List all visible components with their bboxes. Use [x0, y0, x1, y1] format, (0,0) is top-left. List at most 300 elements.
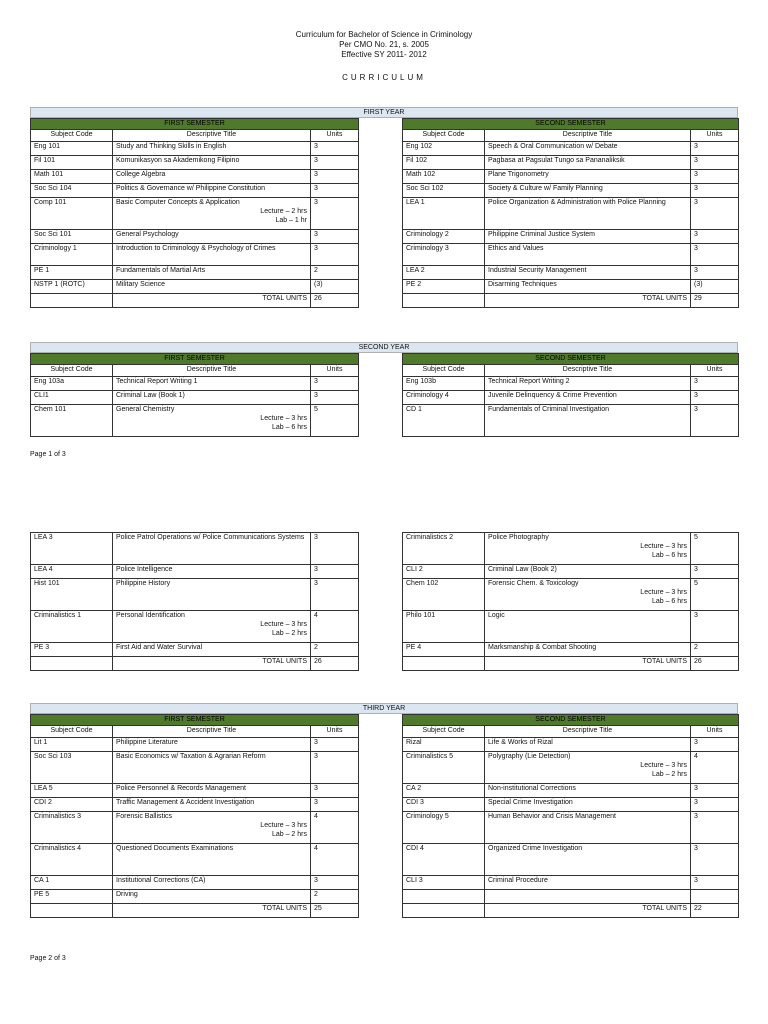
third-year-second-semester-table — [402, 714, 739, 918]
descriptive-title — [485, 844, 691, 876]
total-units: 26 — [311, 657, 359, 671]
descriptive-title — [485, 170, 691, 184]
title-text: Study and Thinking Skills in English — [116, 143, 227, 150]
descriptive-title — [113, 643, 311, 657]
units-value: 3 — [691, 156, 739, 170]
descriptive-title — [485, 405, 691, 437]
title-text: Philippine History — [116, 580, 171, 587]
descriptive-title — [113, 142, 311, 156]
units-value: 3 — [691, 876, 739, 890]
table-row — [31, 156, 359, 170]
column-header-title: Descriptive Title — [113, 726, 311, 738]
title-text: Politics & Governance w/ Philippine Constitution — [116, 185, 266, 192]
total-units: 26 — [311, 294, 359, 308]
subject-code: Fil 101 — [31, 156, 113, 170]
units-value: (3) — [691, 280, 739, 294]
units-value: 3 — [311, 377, 359, 391]
total-spacer — [31, 904, 113, 918]
semester-header-row — [31, 354, 359, 365]
column-header-title: Descriptive Title — [485, 130, 691, 142]
subject-code: NSTP 1 (ROTC) — [31, 280, 113, 294]
subject-code: LEA 1 — [403, 198, 485, 230]
title-text: Basic Computer Concepts & Application — [116, 199, 240, 206]
second-year-first-semester-table-page1 — [30, 353, 359, 437]
units-value: 5 — [691, 533, 739, 565]
year-bar-first: FIRST YEAR — [30, 107, 738, 118]
descriptive-title — [113, 890, 311, 904]
table-row — [31, 280, 359, 294]
semester-header-row — [31, 119, 359, 130]
subject-code: Fil 102 — [403, 156, 485, 170]
units-value: 3 — [311, 876, 359, 890]
units-value: 3 — [311, 391, 359, 405]
title-text: Military Science — [116, 281, 166, 288]
subject-code: CA 2 — [403, 784, 485, 798]
column-header-title: Descriptive Title — [485, 365, 691, 377]
subject-code: PE 3 — [31, 643, 113, 657]
subject-code: LEA 2 — [403, 266, 485, 280]
title-text: Pagbasa at Pagsulat Tungo sa Pananaliksik — [488, 157, 625, 164]
units-value: 3 — [691, 812, 739, 844]
descriptive-title — [113, 533, 311, 565]
descriptive-title — [485, 230, 691, 244]
descriptive-title — [485, 391, 691, 405]
semester-header-row — [403, 715, 739, 726]
descriptive-title — [113, 405, 311, 437]
column-header-units: Units — [691, 726, 739, 738]
title-text: Juvenile Delinquency & Crime Prevention — [488, 392, 617, 399]
title-text: Police Photography — [488, 534, 549, 541]
hours-note: Lecture – 3 hrs — [640, 589, 687, 596]
hours-note: Lab – 6 hrs — [271, 424, 307, 431]
units-value: 3 — [691, 230, 739, 244]
total-spacer — [403, 904, 485, 918]
descriptive-title — [485, 890, 691, 904]
subject-code: Eng 101 — [31, 142, 113, 156]
column-header-row — [403, 130, 739, 142]
units-value: 3 — [311, 565, 359, 579]
subject-code: PE 1 — [31, 266, 113, 280]
units-value: 3 — [311, 156, 359, 170]
units-value: 3 — [311, 533, 359, 565]
units-value — [691, 890, 739, 904]
subject-code: Criminalistics 4 — [31, 844, 113, 876]
table-row — [403, 198, 739, 230]
table-row — [31, 142, 359, 156]
descriptive-title — [113, 579, 311, 611]
title-text: Criminal Law (Book 1) — [116, 392, 185, 399]
units-value: 2 — [311, 266, 359, 280]
column-header-row — [403, 365, 739, 377]
title-text: Forensic Chem. & Toxicology — [488, 580, 579, 587]
subject-code: Criminalistics 1 — [31, 611, 113, 643]
units-value: 3 — [311, 184, 359, 198]
subject-code: Philo 101 — [403, 611, 485, 643]
table-row — [31, 244, 359, 266]
subject-code: LEA 5 — [31, 784, 113, 798]
title-text: Marksmanship & Combat Shooting — [488, 644, 597, 651]
descriptive-title — [485, 738, 691, 752]
title-text: Institutional Corrections (CA) — [116, 877, 206, 884]
units-value: 3 — [311, 784, 359, 798]
table-row — [31, 184, 359, 198]
table-row — [403, 611, 739, 643]
units-value: 4 — [691, 752, 739, 784]
hours-note: Lecture – 3 hrs — [640, 762, 687, 769]
title-text: Society & Culture w/ Family Planning — [488, 185, 603, 192]
second-year-first-semester-table-page2 — [30, 532, 359, 671]
column-header-code: Subject Code — [31, 365, 113, 377]
total-row — [403, 657, 739, 671]
title-text: Police Organization & Administration with Police Planning — [488, 199, 666, 206]
total-units: 25 — [311, 904, 359, 918]
header-line-2: Per CMO No. 21, s. 2005 — [339, 40, 429, 49]
descriptive-title — [113, 752, 311, 784]
table-row — [403, 405, 739, 437]
title-text: Speech & Oral Communication w/ Debate — [488, 143, 618, 150]
column-header-units: Units — [311, 365, 359, 377]
title-text: Disarming Techniques — [488, 281, 557, 288]
units-value: 3 — [311, 752, 359, 784]
units-value: 3 — [311, 244, 359, 266]
title-text: Traffic Management & Accident Investigation — [116, 799, 255, 806]
total-label: TOTAL UNITS — [485, 657, 691, 671]
total-label: TOTAL UNITS — [485, 294, 691, 308]
descriptive-title — [113, 244, 311, 266]
title-text: Fundamentals of Criminal Investigation — [488, 406, 610, 413]
units-value: 3 — [311, 230, 359, 244]
subject-code: Criminology 3 — [403, 244, 485, 266]
title-text: Organized Crime Investigation — [488, 845, 583, 852]
descriptive-title — [485, 784, 691, 798]
column-header-code: Subject Code — [31, 130, 113, 142]
table-row — [403, 784, 739, 798]
year-bar-third: THIRD YEAR — [30, 703, 738, 714]
subject-code: PE 4 — [403, 643, 485, 657]
subject-code: Math 101 — [31, 170, 113, 184]
table-row — [31, 738, 359, 752]
title-text: Driving — [116, 891, 138, 898]
title-text: General Chemistry — [116, 406, 175, 413]
column-header-units: Units — [691, 130, 739, 142]
hours-note: Lecture – 3 hrs — [260, 822, 307, 829]
year-bar-second: SECOND YEAR — [30, 342, 738, 353]
total-label: TOTAL UNITS — [113, 294, 311, 308]
descriptive-title — [113, 198, 311, 230]
title-text: Non-institutional Corrections — [488, 785, 576, 792]
subject-code: CLI 3 — [403, 876, 485, 890]
subject-code: Chem 101 — [31, 405, 113, 437]
table-row — [403, 876, 739, 890]
descriptive-title — [113, 280, 311, 294]
table-row — [403, 738, 739, 752]
title-text: Forensic Ballistics — [116, 813, 173, 820]
hours-note: Lecture – 3 hrs — [260, 621, 307, 628]
descriptive-title — [485, 752, 691, 784]
units-value: 5 — [311, 405, 359, 437]
total-row — [31, 657, 359, 671]
total-label: TOTAL UNITS — [485, 904, 691, 918]
page-label-1: Page 1 of 3 — [30, 451, 66, 458]
table-row — [403, 391, 739, 405]
table-row — [31, 752, 359, 784]
column-header-row — [31, 365, 359, 377]
units-value: 3 — [691, 565, 739, 579]
units-value: 2 — [311, 643, 359, 657]
column-header-code: Subject Code — [31, 726, 113, 738]
units-value: 3 — [311, 198, 359, 230]
title-text: Philippine Literature — [116, 739, 178, 746]
hours-note: Lab – 6 hrs — [651, 598, 687, 605]
subject-code: LEA 3 — [31, 533, 113, 565]
semester-header-row — [403, 354, 739, 365]
second-year-second-semester-table-page2 — [402, 532, 739, 671]
table-row — [31, 784, 359, 798]
title-text: Philippine Criminal Justice System — [488, 231, 595, 238]
subject-code: Soc Sci 102 — [403, 184, 485, 198]
hours-note: Lab – 2 hrs — [271, 831, 307, 838]
title-text: Personal Identification — [116, 612, 185, 619]
descriptive-title — [485, 184, 691, 198]
column-header-row — [31, 130, 359, 142]
title-text: Criminal Procedure — [488, 877, 548, 884]
total-row — [403, 904, 739, 918]
table-row — [403, 565, 739, 579]
descriptive-title — [485, 198, 691, 230]
subject-code: Soc Sci 101 — [31, 230, 113, 244]
hours-note: Lecture – 3 hrs — [260, 415, 307, 422]
title-text: College Algebra — [116, 171, 166, 178]
column-header-units: Units — [311, 130, 359, 142]
total-units: 22 — [691, 904, 739, 918]
title-text: Technical Report Writing 2 — [488, 378, 570, 385]
table-row — [403, 798, 739, 812]
column-header-units: Units — [311, 726, 359, 738]
subject-code: Criminology 5 — [403, 812, 485, 844]
table-row — [31, 812, 359, 844]
first-year-first-semester-table — [30, 118, 359, 308]
subject-code: CDI 4 — [403, 844, 485, 876]
header-line-1: Curriculum for Bachelor of Science in Criminology — [295, 30, 473, 39]
table-row — [31, 533, 359, 565]
units-value: 5 — [691, 579, 739, 611]
title-text: Logic — [488, 612, 505, 619]
table-row — [403, 266, 739, 280]
descriptive-title — [485, 244, 691, 266]
title-text: Police Intelligence — [116, 566, 173, 573]
total-spacer — [403, 294, 485, 308]
descriptive-title — [113, 611, 311, 643]
units-value: 2 — [311, 890, 359, 904]
subject-code: Criminalistics 2 — [403, 533, 485, 565]
title-text: Technical Report Writing 1 — [116, 378, 198, 385]
second-year-second-semester-table-page1 — [402, 353, 739, 437]
title-text: Human Behavior and Crisis Management — [488, 813, 617, 820]
hours-note: Lab – 2 hrs — [271, 630, 307, 637]
subject-code: Chem 102 — [403, 579, 485, 611]
descriptive-title — [485, 812, 691, 844]
units-value: 3 — [691, 244, 739, 266]
descriptive-title — [485, 142, 691, 156]
hours-note: Lecture – 2 hrs — [260, 208, 307, 215]
total-label: TOTAL UNITS — [113, 904, 311, 918]
units-value: 3 — [691, 377, 739, 391]
descriptive-title — [485, 876, 691, 890]
descriptive-title — [113, 565, 311, 579]
hours-note: Lab – 6 hrs — [651, 552, 687, 559]
units-value: 3 — [691, 844, 739, 876]
descriptive-title — [113, 377, 311, 391]
column-header-row — [403, 726, 739, 738]
title-text: Ethics and Values — [488, 245, 544, 252]
descriptive-title — [113, 184, 311, 198]
descriptive-title — [485, 533, 691, 565]
units-value: 3 — [691, 391, 739, 405]
semester-header-row — [403, 119, 739, 130]
subject-code: Lit 1 — [31, 738, 113, 752]
title-text: Fundamentals of Martial Arts — [116, 267, 206, 274]
column-header-code: Subject Code — [403, 365, 485, 377]
units-value: 4 — [311, 844, 359, 876]
column-header-code: Subject Code — [403, 130, 485, 142]
table-row — [403, 280, 739, 294]
total-row — [31, 904, 359, 918]
descriptive-title — [485, 579, 691, 611]
descriptive-title — [113, 798, 311, 812]
first-year-second-semester-table — [402, 118, 739, 308]
table-row — [31, 230, 359, 244]
table-row — [31, 890, 359, 904]
units-value: 2 — [691, 643, 739, 657]
total-row — [31, 294, 359, 308]
subject-code: Eng 103b — [403, 377, 485, 391]
column-header-title: Descriptive Title — [113, 365, 311, 377]
total-units: 29 — [691, 294, 739, 308]
descriptive-title — [113, 738, 311, 752]
table-row — [403, 230, 739, 244]
units-value: (3) — [311, 280, 359, 294]
title-text: Industrial Security Management — [488, 267, 587, 274]
table-row — [403, 156, 739, 170]
table-row — [31, 170, 359, 184]
title-text: Komunikasyon sa Akademikong Filipino — [116, 157, 240, 164]
subject-code: CLI1 — [31, 391, 113, 405]
descriptive-title — [485, 266, 691, 280]
units-value: 3 — [691, 142, 739, 156]
total-spacer — [31, 657, 113, 671]
subject-code: Comp 101 — [31, 198, 113, 230]
descriptive-title — [485, 280, 691, 294]
total-spacer — [31, 294, 113, 308]
descriptive-title — [113, 266, 311, 280]
title-text: Plane Trigonometry — [488, 171, 549, 178]
units-value: 4 — [311, 611, 359, 643]
subject-code: Soc Sci 104 — [31, 184, 113, 198]
descriptive-title — [113, 391, 311, 405]
semester-title: SECOND SEMESTER — [403, 715, 739, 726]
descriptive-title — [113, 876, 311, 890]
semester-title: SECOND SEMESTER — [403, 354, 739, 365]
subject-code: CDI 3 — [403, 798, 485, 812]
descriptive-title — [485, 798, 691, 812]
table-row — [31, 844, 359, 876]
descriptive-title — [113, 156, 311, 170]
units-value: 3 — [691, 798, 739, 812]
units-value: 3 — [691, 405, 739, 437]
units-value: 3 — [311, 142, 359, 156]
total-row — [403, 294, 739, 308]
semester-title: FIRST SEMESTER — [31, 715, 359, 726]
descriptive-title — [485, 156, 691, 170]
title-text: Questioned Documents Examinations — [116, 845, 234, 852]
descriptive-title — [485, 377, 691, 391]
table-row — [31, 198, 359, 230]
subject-code: Criminalistics 5 — [403, 752, 485, 784]
table-row — [31, 798, 359, 812]
subject-code: Criminalistics 3 — [31, 812, 113, 844]
table-row — [31, 643, 359, 657]
header-line-3: Effective SY 2011- 2012 — [341, 50, 427, 59]
subject-code: Soc Sci 103 — [31, 752, 113, 784]
units-value: 3 — [691, 784, 739, 798]
column-header-title: Descriptive Title — [485, 726, 691, 738]
column-header-units: Units — [691, 365, 739, 377]
subject-code: Rizal — [403, 738, 485, 752]
table-row — [403, 184, 739, 198]
descriptive-title — [113, 170, 311, 184]
subject-code: Criminology 4 — [403, 391, 485, 405]
third-year-first-semester-table — [30, 714, 359, 918]
page-label-2: Page 2 of 3 — [30, 955, 66, 962]
descriptive-title — [485, 611, 691, 643]
units-value: 3 — [311, 738, 359, 752]
subject-code: LEA 4 — [31, 565, 113, 579]
document-header — [0, 30, 768, 60]
table-row — [31, 405, 359, 437]
column-header-code: Subject Code — [403, 726, 485, 738]
subject-code: CA 1 — [31, 876, 113, 890]
descriptive-title — [485, 643, 691, 657]
title-text: General Psychology — [116, 231, 179, 238]
table-row — [403, 890, 739, 904]
descriptive-title — [113, 844, 311, 876]
table-row — [31, 579, 359, 611]
table-row — [403, 643, 739, 657]
units-value: 3 — [691, 170, 739, 184]
subject-code: CDI 2 — [31, 798, 113, 812]
hours-note: Lab – 2 hrs — [651, 771, 687, 778]
column-header-title: Descriptive Title — [113, 130, 311, 142]
total-spacer — [403, 657, 485, 671]
table-row — [403, 142, 739, 156]
subject-code: Eng 102 — [403, 142, 485, 156]
table-row — [403, 377, 739, 391]
title-text: Introduction to Criminology & Psychology of Crimes — [116, 245, 276, 252]
title-text: Police Personnel & Records Management — [116, 785, 246, 792]
units-value: 3 — [311, 579, 359, 611]
semester-title: SECOND SEMESTER — [403, 119, 739, 130]
subject-code: PE 2 — [403, 280, 485, 294]
semester-title: FIRST SEMESTER — [31, 354, 359, 365]
hours-note: Lab – 1 hr — [275, 217, 307, 224]
title-text: Life & Works of Rizal — [488, 739, 553, 746]
table-row — [31, 377, 359, 391]
table-row — [31, 876, 359, 890]
title-text: Police Patrol Operations w/ Police Communications Systems — [116, 534, 305, 541]
title-text: First Aid and Water Survival — [116, 644, 203, 651]
title-text: Basic Economics w/ Taxation & Agrarian Reform — [116, 753, 266, 760]
table-row — [403, 752, 739, 784]
